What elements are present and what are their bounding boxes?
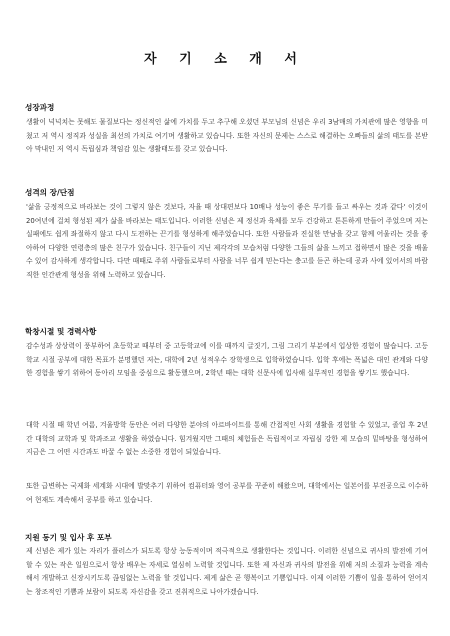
section-heading-personality: 성격의 장/단점 (25, 188, 75, 197)
section-paragraph: 감수성과 상상력이 풍부하여 초등학교 때부터 중 고등학교에 이를 때까지 글짓기, 그림 그리기 부분에서 입상한 경험이 많습니다. 고등학교 시절 공부에 대한 목표가 분명했던 저는, 대학에 2년 성적우수 장학생으로 입학하였습니다. 입학 후에는 폭넓은 대인 관계와 다양한 경험을 쌓기 위하여 동아리 모임을 중심으로 활동했으며, 2학년 때는 대학 신문사에 입사해 실무적인 경험을 쌓기도 했습니다. (26, 342, 428, 378)
section-heading-growth: 성장과정 (25, 103, 55, 112)
section-paragraph: 제 신념은 제가 있는 자리가 플러스가 되도록 항상 능동적이며 적극적으로 생활한다는 것입니다. 이러한 신념으로 귀사의 발전에 기여할 수 있는 작은 일원으로서 항상 배우는 자세로 열심히 노력할 것입니다. 또한 제 자신과 귀사의 발전을 위해 저의 소질과 능력을 계속해서 개발하고 신장시키도록 끊임없는 노력을 할 것입니다. 제게 삶은 곧 행복이고 기쁨입니다. 이제 이러한 기쁨이 일을 통하여 얻어지는 창조적인 기쁨과 보람이 되도록 자신감을 갖고 진취적으로 나아가겠습니다. (26, 547, 428, 596)
section-paragraph: 또한 급변하는 국제화 세계화 시대에 발맞추기 위하여 컴퓨터와 영어 공부를 꾸준히 해왔으며, 대학에서는 일본어를 부전공으로 이수하여 현재도 계속해서 공부를 하고 있습니다. (26, 482, 428, 504)
section-paragraph: '삶을 긍정적으로 바라보는 것이 그렇지 않은 것보다, 자율 때 상대편보다 10배나 성능이 좋은 무기를 들고 싸우는 것과 같다' 이것이 20여년에 걸쳐 형성된 제가 삶을 바라보는 태도입니다. 이러한 신념은 제 정신과 육체를 모두 건강하고 튼튼하게 만들어 주었으며 저는 실패에도 쉽게 좌절하지 않고 다시 도전하는 끈기를 형성하게 해주었습니다. 또한 사람들과 진실한 만남을 갖고 함께 어울리는 것을 좋아하여 다양한 연령층의 많은 친구가 있습니다. 친구들이 지닌 제각각의 모습처럼 다양한 그들의 삶을 느끼고 접하면서 많은 것을 배울 수 있어 감사하게 생각합니다. 다만 때때로 주위 사람들로부터 사람을 너무 쉽게 믿는다는 충고를 듣곤 하는데 공과 사에 있어서의 바람직한 인간관계 형성을 위해 노력하고 있습니다. (26, 203, 428, 279)
section-heading-school-career: 학창시절 및 경력사항 (25, 327, 97, 336)
section-heading-motivation: 지원 동기 및 입사 후 포부 (25, 533, 112, 542)
section-paragraph: 생활이 넉넉치는 못해도 물질보다는 정신적인 삶에 가치를 두고 추구해 오셨던 부모님의 신념은 우리 3남매의 가치관에 많은 영향을 미쳤고 저 역시 정직과 성실을 최선의 가치로 여기며 생활하고 있습니다. 또한 자신의 문제는 스스로 해결하는 오빠들의 삶의 태도를 본받아 막내인 저 역시 독립심과 책임감 있는 생활태도를 갖고 있습니다. (26, 118, 428, 154)
document-title: 자 기 소 개 서 (144, 52, 306, 67)
section-paragraph: 대학 시절 때 학년 여름, 겨울방학 동안은 여러 다양한 분야의 아르바이트를 통해 간접적인 사회 생활을 경험할 수 있었고, 졸업 후 2년간 대학의 교학과 및 학과조교 생활을 하였습니다. 힘겨웠지만 그때의 체험들은 독립적이고 자립심 강한 제 모습의 밑바탕을 형성하여 지금은 그 어떤 시간과도 바꿀 수 없는 소중한 경험이 되었습니다. (26, 421, 428, 457)
